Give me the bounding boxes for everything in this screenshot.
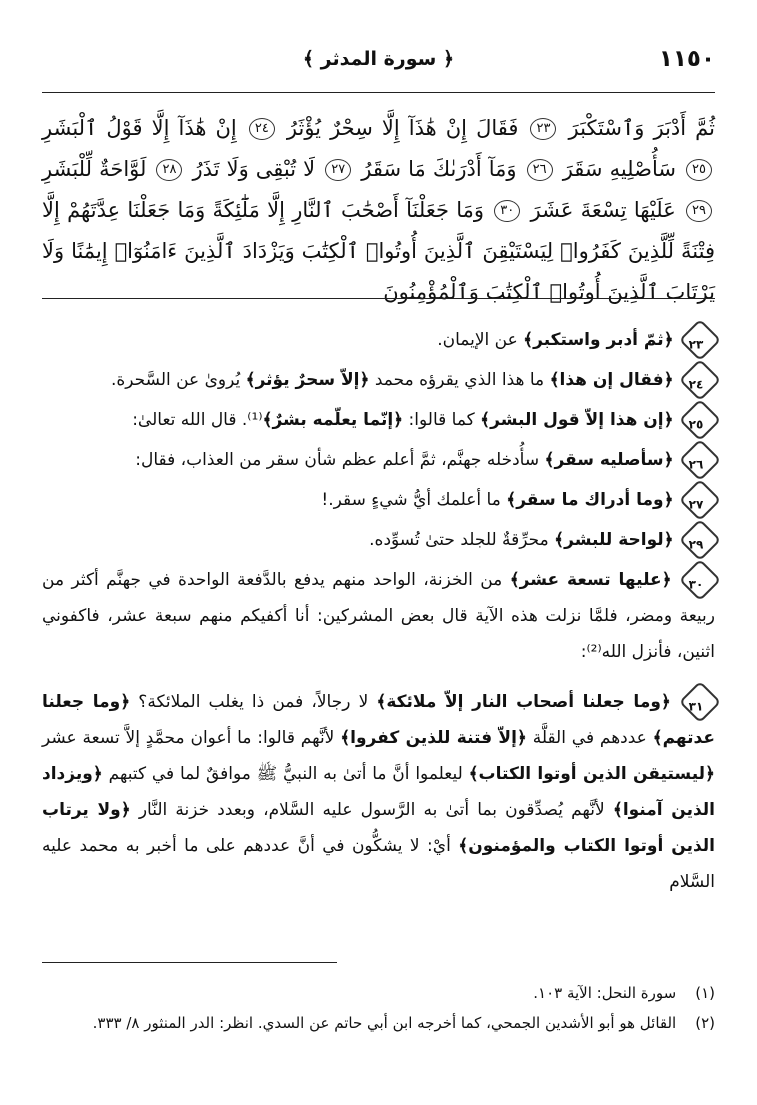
quran-text xyxy=(42,108,715,313)
explanation: لأنَّهم قالوا: ما أعوان محمَّدٍ إلاَّ تسعة عشر xyxy=(42,728,341,748)
ayah-number-28: ٢٨ xyxy=(156,159,182,181)
page-number: ١١٥٠ xyxy=(658,46,715,72)
quoted-verse: ﴿إلاّ سحرٌ يؤثر﴾ xyxy=(245,370,370,390)
ayah-badge: ٢٩ xyxy=(679,519,721,561)
ayah-27: وَمَآ أَدْرَىٰكَ مَا سَقَرُ xyxy=(361,157,517,181)
explanation: سأُدخله جهنَّم، ثمَّ أعلم عظم شأن سقر من العذاب، فقال: xyxy=(135,450,545,470)
ayah-number-29: ٢٩ xyxy=(686,200,712,222)
explanation: عددهم في القلَّة xyxy=(526,728,653,748)
explanation: ما هذا الذي يقرؤه محمد xyxy=(369,370,550,390)
footnote-text: القائل هو أبو الأشدين الجمحي، كما أخرجه ابن أبي حاتم عن السدي. انظر: الدر المنثور ٨/ ٣٣٣. xyxy=(92,1014,677,1032)
ayah-number-26: ٢٦ xyxy=(527,159,553,181)
ayah-24: فَقَالَ إِنْ هَٰذَآ إِلَّا سِحْرٌ يُؤْثَرُ xyxy=(286,116,519,140)
ayah-badge: ٢٣ xyxy=(679,319,721,361)
footnote-mark: (١) xyxy=(695,984,715,1002)
explanation: ⁽¹⁾. قال الله تعالىٰ: xyxy=(132,410,263,430)
ayah-23: ثُمَّ أَدْبَرَ وَٱسْتَكْبَرَ xyxy=(568,116,715,140)
quoted-verse: ﴿وما جعلنا عدتهم﴾ xyxy=(42,692,715,748)
explanation: لأنَّهم يُصدِّقون بما أتىٰ به الرَّسول عليه السَّلام، وبعدد خزنة النَّار xyxy=(130,800,613,820)
footnote-2 xyxy=(42,1008,715,1038)
ayah-badge: ٣٠ xyxy=(679,559,721,601)
ayah-number-30: ٣٠ xyxy=(494,200,520,222)
explanation: ليعلموا أنَّ ما أتىٰ به النبيُّ ﷺ موافقٌ لما في كتبهم xyxy=(102,764,469,784)
ayah-29: لَوَّاحَةٌ لِّلْبَشَرِ xyxy=(42,157,147,181)
ayah-25: إِنْ هَٰذَآ إِلَّا قَوْلُ ٱلْبَشَرِ xyxy=(42,116,237,140)
quoted-verse: ﴿عليها تسعة عشر﴾ xyxy=(509,570,672,590)
explanation: من الخزنة، الواحد منهم يدفع بالدَّفعة الواحدة في جهنَّم أكثر من ربيعة ومضر، فلمَّا نزلت هذه الآية قال بعض المشركين: أنا أكفيكم منهم سبعة عشر، فاكفوني اثنين، فأنزل الله⁽²⁾: xyxy=(42,570,715,662)
ayah-31: وَمَا جَعَلْنَآ أَصْحَٰبَ ٱلنَّارِ إِلَّا مَلَٰٓئِكَةً وَمَا جَعَلْنَا عِدَّتَهُمْ إِلَّا فِتْنَةً لِّلَّذِينَ كَفَرُوا۟ لِيَسْتَيْقِنَ ٱلَّذِينَ أُوتُوا۟ ٱلْكِتَٰبَ وَيَزْدَادَ ٱلَّذِينَ ءَامَنُوٓا۟ إِيمَٰنًا وَلَا يَرْتَابَ ٱلَّذِينَ أُوتُوا۟ ٱلْكِتَٰبَ وَٱلْمُؤْمِنُونَ xyxy=(42,198,715,304)
commentary-entry-30 xyxy=(42,562,715,670)
explanation: لا رجالاً، فمن ذا يغلب الملائكة؟ xyxy=(130,692,377,712)
explanation: محرِّقةٌ للجلد حتىٰ تُسوِّده. xyxy=(369,530,555,550)
quoted-verse: ﴿سأصليه سقر﴾ xyxy=(544,450,674,470)
quoted-verse: ﴿ويزداد الذين آمنوا﴾ xyxy=(42,764,715,820)
ayah-28: لَا تُبْقِى وَلَا تَذَرُ xyxy=(192,157,316,181)
ayah-number-23: ٢٣ xyxy=(530,118,556,140)
footnote-1 xyxy=(42,978,715,1008)
commentary-entry-25 xyxy=(42,402,715,438)
commentary-entry-24 xyxy=(42,362,715,398)
footnotes xyxy=(42,978,715,1038)
quoted-verse: ﴿ولا يرتاب الذين أوتوا الكتاب والمؤمنون﴾ xyxy=(42,800,715,856)
commentary-entry-23 xyxy=(42,322,715,358)
header-divider xyxy=(42,92,715,93)
explanation: ما أعلمك أيُّ شيءٍ سقر.! xyxy=(321,490,507,510)
commentary-entry-29 xyxy=(42,522,715,558)
quoted-verse: ﴿وما جعلنا أصحاب النار إلاّ ملائكة﴾ xyxy=(376,692,671,712)
ayah-30: عَلَيْهَا تِسْعَةَ عَشَرَ xyxy=(530,198,676,222)
quoted-verse: ﴿إنّما يعلّمه بشرٌ﴾ xyxy=(262,410,404,430)
commentary xyxy=(42,322,715,904)
quran-divider xyxy=(42,298,715,299)
commentary-entry-26 xyxy=(42,442,715,478)
ayah-badge: ٢٥ xyxy=(679,399,721,441)
commentary-entry-31 xyxy=(42,684,715,900)
quoted-verse: ﴿إن هذا إلاّ قول البشر﴾ xyxy=(480,410,674,430)
ayah-badge: ٢٤ xyxy=(679,359,721,401)
explanation: كما قالوا: xyxy=(403,410,481,430)
commentary-entry-27 xyxy=(42,482,715,518)
explanation: عن الإيمان. xyxy=(437,330,524,350)
footnote-divider xyxy=(42,962,337,963)
quoted-verse: ﴿ليستيقن الذين أوتوا الكتاب﴾ xyxy=(468,764,715,784)
quoted-verse: ﴿لواحة للبشر﴾ xyxy=(554,530,674,550)
ayah-badge: ٢٧ xyxy=(679,479,721,521)
explanation: أيْ: لا يشكُّون في أنَّ عددهم على ما أخبر به محمد عليه السَّلام xyxy=(42,836,715,892)
quoted-verse: ﴿فقال إن هذا﴾ xyxy=(549,370,674,390)
quoted-verse: ﴿إلاّ فتنة للذين كفروا﴾ xyxy=(340,728,527,748)
ayah-26: سَأُصْلِيهِ سَقَرَ xyxy=(562,157,676,181)
explanation: يُروىٰ عن السَّحرة. xyxy=(110,370,246,390)
ayah-badge: ٢٦ xyxy=(679,439,721,481)
page-header xyxy=(40,40,717,80)
quoted-verse: ﴿وما أدراك ما سقر﴾ xyxy=(506,490,674,510)
ayah-number-25: ٢٥ xyxy=(686,159,712,181)
footnote-mark: (٢) xyxy=(695,1014,715,1032)
ayah-number-27: ٢٧ xyxy=(325,159,351,181)
ayah-badge: ٣١ xyxy=(679,681,721,723)
surah-title: ﴿ سورة المدثر ﴾ xyxy=(302,48,455,70)
quoted-verse: ﴿ثمّ أدبر واستكبر﴾ xyxy=(523,330,674,350)
ayah-number-24: ٢٤ xyxy=(249,118,275,140)
footnote-text: سورة النحل: الآية ١٠٣. xyxy=(533,984,677,1002)
